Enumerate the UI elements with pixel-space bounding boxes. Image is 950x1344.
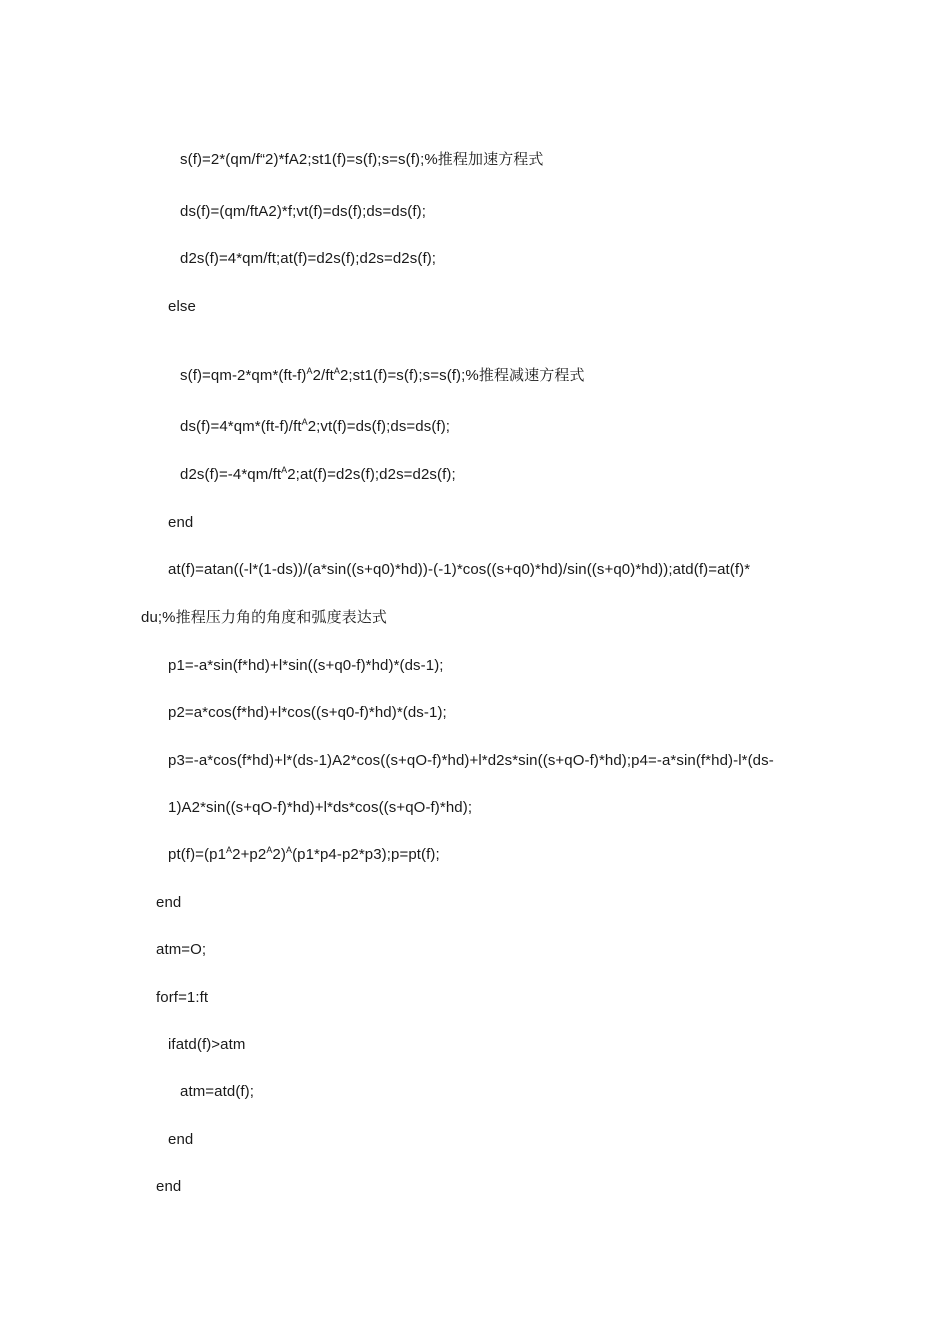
- code-line-16: end: [156, 894, 182, 911]
- code-line-19: ifatd(f)>atm: [168, 1036, 246, 1053]
- code-line-7: $d2s(f)=-4*qm/ft^A2;at(f)=d2s(f);d2s=d2s(f)$;: [180, 465, 456, 483]
- code-line-5: $s(f)=qm-2*qm*(ft-f)^A2/ft^A2;st1(f)=s(f);s=s(f);\%$推程减速方程式: [180, 366, 585, 384]
- code-line-6: $ds(f)=4*qm*(ft-f)/ft^A2;vt(f)=ds(f);ds=ds(f)$;: [180, 417, 451, 435]
- code-line-4: else: [168, 298, 196, 315]
- code-line-11: p1=-a*sin(f*hd)+l*sin((s+q0-f)*hd)*(ds-1);: [168, 657, 444, 674]
- code-line-3: d2s(f)=4*qm/ft;at(f)=d2s(f);d2s=d2s(f);: [180, 250, 437, 267]
- code-line-12: p2=a*cos(f*hd)+l*cos((s+q0-f)*hd)*(ds-1);: [168, 704, 447, 721]
- code-line-10: du;%推程压力角的角度和弧度表达式: [141, 609, 387, 626]
- code-line-18: forf=1:ft: [156, 989, 209, 1006]
- code-line-14: 1)A2*sin((s+qO-f)*hd)+l*ds*cos((s+qO-f)*hd);: [168, 799, 473, 816]
- code-line-17: atm=O;: [156, 941, 207, 958]
- code-line-2: ds(f)=(qm/ftA2)*f;vt(f)=ds(f);ds=ds(f);: [180, 203, 427, 220]
- code-line-1: s(f)=2*(qm/f“2)*fA2;st1(f)=s(f);s=s(f);%推程加速方程式: [180, 151, 544, 168]
- code-line-13: p3=-a*cos(f*hd)+l*(ds-1)A2*cos((s+qO-f)*hd)+l*d2s*sin((s+qO-f)*hd);p4=-a*sin(f*hd)-l*(ds-: [168, 752, 774, 769]
- code-line-20: atm=atd(f);: [180, 1083, 255, 1100]
- code-line-22: end: [156, 1178, 182, 1195]
- code-line-9: at(f)=atan((-l*(1-ds))/(a*sin((s+q0)*hd))-(-1)*cos((s+q0)*hd)/sin((s+q0)*hd));atd(f)=at(f)*: [168, 561, 751, 578]
- code-line-8: end: [168, 514, 194, 531]
- code-line-21: end: [168, 1131, 194, 1148]
- code-line-15: $pt(f)=(p1^A2+p2^A2)^A(p1*p4-p2*p3);p=pt(f)$;: [168, 845, 440, 863]
